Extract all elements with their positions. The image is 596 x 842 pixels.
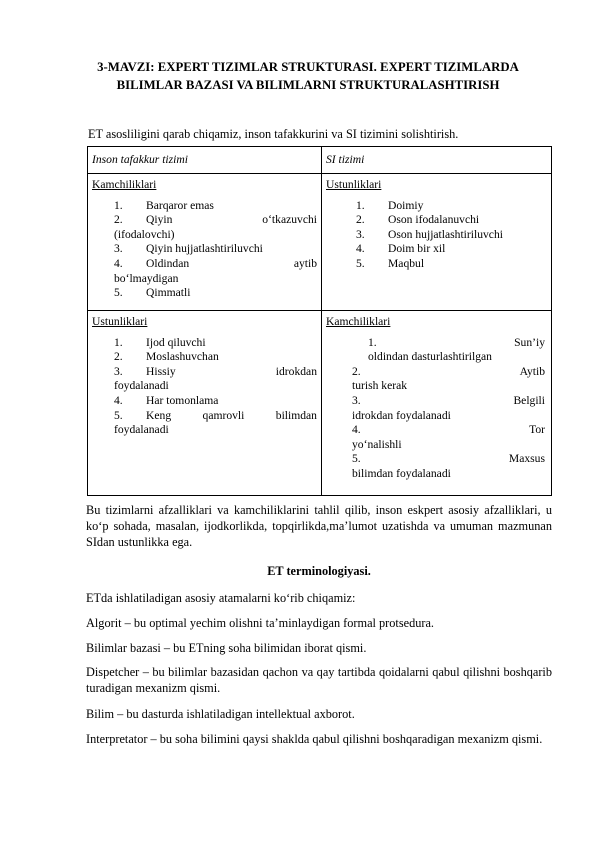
header-ai-system: SI tizimi bbox=[322, 147, 552, 174]
list-item-continuation: foydalanadi bbox=[114, 423, 169, 437]
section-heading-terminology: ET terminologiyasi. bbox=[267, 564, 371, 578]
list-item: 4. Doim bir xil bbox=[356, 242, 446, 256]
comparison-table bbox=[87, 146, 552, 496]
list-item: 3. Belgili bbox=[352, 393, 545, 407]
section-heading: Ustunliklari bbox=[326, 178, 382, 191]
list-item-continuation: (ifodalovchi) bbox=[114, 227, 175, 241]
table-header-row bbox=[88, 147, 552, 174]
section-heading: Kamchiliklari bbox=[326, 315, 391, 328]
ai-advantages-list bbox=[326, 199, 547, 272]
analysis-paragraph: Bu tizimlarni afzalliklari va kamchiliklarini tahlil qilib, inson eskpert asosiy afzalliklari, u ko‘p sohada, masalan, ijodkorlikda, topqirlikda,ma’lumot uzatishda va umuman mazmunan SIdan ustunlikka ega. bbox=[86, 503, 552, 549]
ai-drawbacks-list bbox=[326, 336, 547, 482]
list-item: 3. Qiyin hujjatlashtiriluvchi bbox=[114, 242, 263, 256]
list-item-continuation: foydalanadi bbox=[114, 379, 169, 393]
intro-text: ET asosliligini qarab chiqamiz, inson tafakkurini va SI tizimini solishtirish. bbox=[88, 127, 459, 141]
list-item: 1. Ijod qiluvchi bbox=[114, 335, 206, 349]
list-item: 2. Qiyin o‘tkazuvchi bbox=[114, 213, 317, 227]
list-item: 2. Moslashuvchan bbox=[114, 350, 219, 364]
text-line: Algorit – bu optimal yechim olishni ta’minlaydigan formal protsedura. bbox=[86, 616, 434, 630]
list-item-continuation: oldindan dasturlashtirilgan bbox=[368, 350, 492, 364]
human-advantages-list bbox=[92, 336, 317, 438]
text-line: ETda ishlatiladigan asosiy atamalarni ko‘rib chiqamiz: bbox=[86, 591, 356, 605]
section-heading: Ustunliklari bbox=[92, 315, 148, 328]
text-line: Bilimlar bazasi – bu ETning soha bilimidan iborat qismi. bbox=[86, 641, 367, 655]
human-drawbacks-list bbox=[92, 199, 317, 301]
list-item: 5. Maqbul bbox=[356, 256, 425, 270]
ai-advantages-cell bbox=[322, 174, 552, 311]
list-item: 1. Barqaror emas bbox=[114, 198, 214, 212]
list-item: 3. Hissiy idrokdan bbox=[114, 364, 317, 378]
list-item-continuation: bilimdan foydalanadi bbox=[352, 466, 451, 480]
list-item: 1. Doimiy bbox=[356, 198, 424, 212]
section-heading: Kamchiliklari bbox=[92, 178, 157, 191]
list-item: 1. Sun’iy bbox=[368, 335, 545, 349]
list-item: 4. Tor bbox=[352, 423, 545, 437]
list-item: 4. Oldindan aytib bbox=[114, 256, 317, 270]
page-title: 3-MAVZI: EXPERT TIZIMLAR STRUKTURASI. EXPERT TIZIMLARDA BILIMLAR BAZASI VA BILIMLARNI STRUKTURALASHTIRISH bbox=[97, 60, 519, 92]
list-item: 4. Har tomonlama bbox=[114, 393, 219, 407]
list-item-continuation: turish kerak bbox=[352, 379, 408, 393]
list-item: 3. Oson hujjatlashtiriluvchi bbox=[356, 227, 503, 241]
table-row bbox=[88, 174, 552, 311]
human-advantages-cell bbox=[88, 311, 322, 496]
list-item: 5. Keng qamrovli bilimdan bbox=[114, 408, 317, 422]
list-item-continuation: bo‘lmaydigan bbox=[114, 271, 179, 285]
list-item: 2. Aytib bbox=[352, 364, 545, 378]
definition-dispetcher: Dispetcher – bu bilimlar bazasidan qachon va qay tartibda qoidalarni qabul qilishni boshqarib turadigan mexanizm qismi. bbox=[86, 665, 552, 695]
human-drawbacks-cell bbox=[88, 174, 322, 311]
definition-bilim: Bilim – bu dasturda ishlatiladigan intellektual axborot. bbox=[86, 707, 355, 721]
header-human-thinking: Inson tafakkur tizimi bbox=[88, 147, 322, 174]
ai-drawbacks-cell bbox=[322, 311, 552, 496]
list-item: 2. Oson ifodalanuvchi bbox=[356, 213, 480, 227]
table-row bbox=[88, 311, 552, 496]
list-item: 5. Qimmatli bbox=[114, 286, 191, 300]
definition-interpretator: Interpretator – bu soha bilimini qaysi shaklda qabul qilishni boshqaradigan mexanizm qismi. bbox=[86, 732, 543, 746]
list-item-continuation: yo‘nalishli bbox=[352, 437, 402, 451]
list-item: 5. Maxsus bbox=[352, 452, 545, 466]
list-item-continuation: idrokdan foydalanadi bbox=[352, 408, 451, 422]
